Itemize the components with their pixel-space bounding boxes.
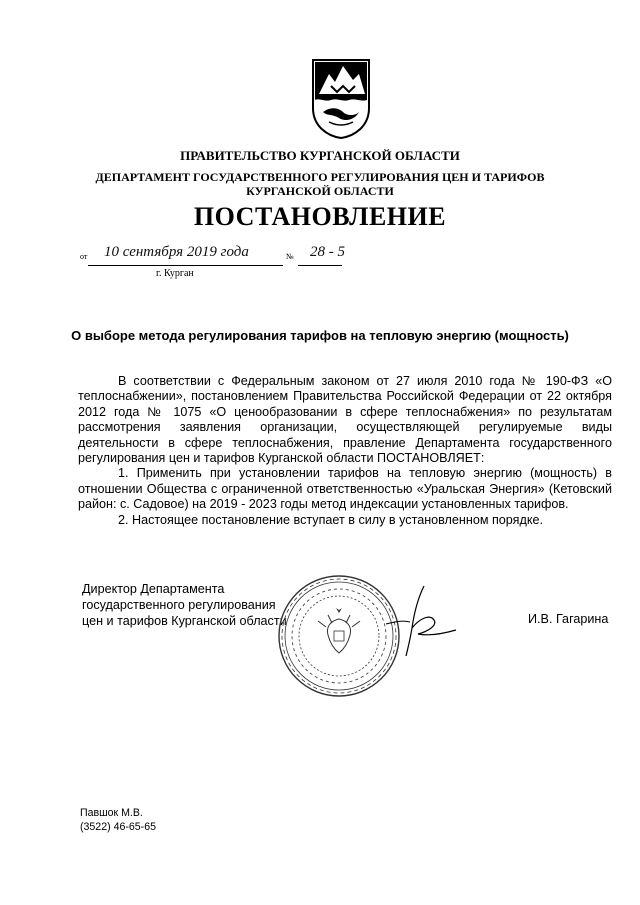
executor-phone: (3522) 46-65-65	[80, 821, 156, 833]
handwritten-date: 10 сентября 2019 года	[104, 244, 249, 260]
city-label: г. Курган	[156, 268, 194, 279]
number-underline	[298, 265, 342, 266]
executor-name: Павшок М.В.	[80, 807, 143, 819]
signatory-position-line3: цен и тарифов Курганской области	[82, 614, 287, 628]
signatory-position	[82, 581, 287, 629]
signatory-position-line2: государственного регулирования	[82, 598, 276, 612]
department-name-line1: ДЕПАРТАМЕНТ ГОСУДАРСТВЕННОГО РЕГУЛИРОВАНИЯ ЦЕН И ТАРИФОВ	[95, 170, 545, 184]
document-title: О выборе метода регулирования тарифов на тепловую энергию (мощность)	[71, 328, 569, 343]
date-prefix: от	[80, 252, 88, 261]
executor-info	[80, 806, 156, 834]
handwritten-number: 28 - 5	[310, 244, 345, 260]
document-body	[78, 374, 612, 528]
coat-of-arms-emblem	[309, 56, 373, 140]
date-underline	[88, 265, 283, 266]
handwritten-signature	[384, 584, 458, 660]
body-paragraph-item-1: 1. Применить при установлении тарифов на тепловую энергию (мощность) в отношении Общества с ограниченной ответственностью «Уральская Энергия» (Кетовский район: с. Садовое) на 2019 - 2023 годы метод индексации установленных тарифов.	[78, 466, 612, 512]
government-name: ПРАВИТЕЛЬСТВО КУРГАНСКОЙ ОБЛАСТИ	[180, 148, 460, 163]
document-type-heading: ПОСТАНОВЛЕНИЕ	[193, 202, 447, 231]
body-paragraph-preamble: В соответствии с Федеральным законом от 27 июля 2010 года № 190-ФЗ «О теплоснабжении», постановлением Правительства Российской Федерации от 22 октября 2012 года № 1075 «О ценообразовании в сфере теплоснабжения» по результатам рассмотрения заявления организации, осуществляющей регулируемые виды деятельности в сфере теплоснабжения, правление Департамента государственного регулирования цен и тарифов Курганской области ПОСТАНОВЛЯЕТ:	[78, 374, 612, 466]
department-name-line2: КУРГАНСКОЙ ОБЛАСТИ	[246, 184, 394, 198]
body-paragraph-item-2: 2. Настоящее постановление вступает в силу в установленном порядке.	[118, 512, 543, 527]
number-sign: №	[286, 252, 294, 261]
signatory-name: И.В. Гагарина	[528, 612, 609, 626]
signatory-position-line1: Директор Департамента	[82, 582, 225, 596]
